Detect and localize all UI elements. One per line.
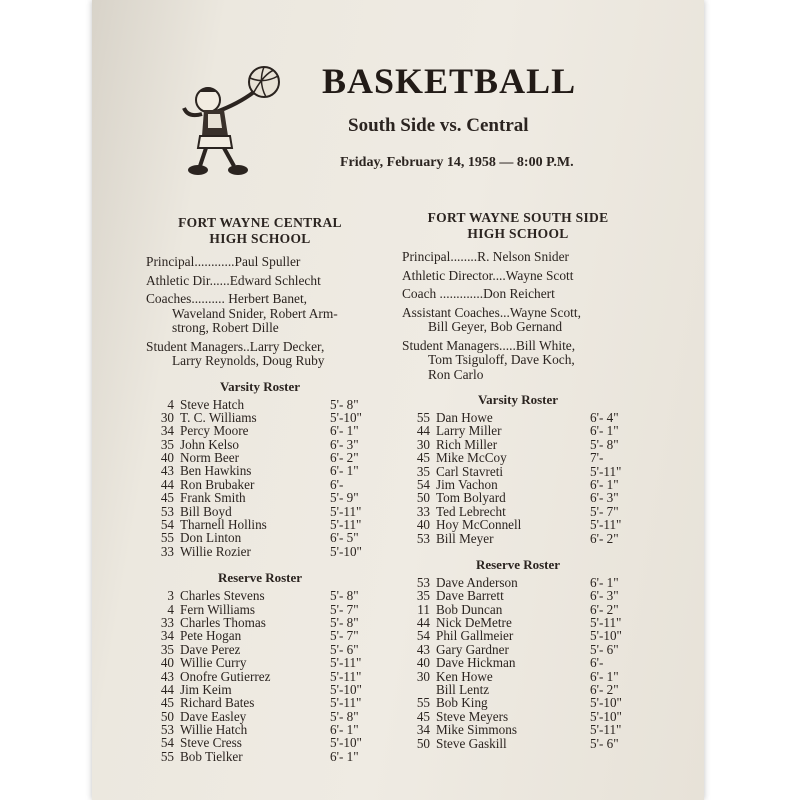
player-height: 5'-10" [330, 735, 362, 751]
roster-row [146, 478, 374, 491]
player-name: Larry Miller [436, 423, 502, 439]
player-name: Tharnell Hollins [180, 517, 267, 533]
player-name: Steve Hatch [180, 396, 245, 412]
roster-row [402, 518, 634, 531]
player-name: Onofre Gutierrez [180, 668, 271, 684]
southside-coach: Coach .............Don Reichert [402, 286, 555, 301]
player-number: 40 [160, 655, 174, 671]
player-height: 6'- 5" [330, 530, 359, 546]
southside-school-name: FORT WAYNE SOUTH SIDE HIGH SCHOOL [427, 210, 609, 241]
player-number: 34 [160, 423, 174, 439]
player-height: 6'- 2" [590, 682, 619, 698]
player-number: 44 [160, 681, 174, 697]
basketball-player-icon [178, 62, 288, 184]
player-number [402, 683, 436, 696]
southside-athletic-director: Athletic Director....Wayne Scott [402, 267, 574, 283]
central-varsity-roster [146, 398, 374, 559]
player-name: Ken Howe [436, 668, 493, 684]
roster-row [402, 438, 634, 451]
player-number: 55 [160, 748, 174, 764]
player-number: 45 [160, 490, 174, 506]
player-number: 55 [416, 695, 430, 711]
player-height: 5'- 6" [330, 641, 359, 657]
player-height: 5'-11" [590, 463, 622, 479]
roster-row [402, 491, 634, 504]
player-number: 44 [416, 423, 430, 439]
central-varsity-title: Varsity Roster [219, 378, 301, 394]
player-height: 6'- [590, 655, 604, 671]
roster-row [402, 451, 634, 464]
central-principal: Principal............Paul Spuller [146, 254, 301, 269]
player-name: T. C. Williams [180, 409, 257, 425]
player-height: 6'- 4" [590, 410, 619, 425]
player-name: Richard Bates [180, 695, 255, 711]
player-name: Pete Hogan [180, 628, 242, 644]
player-height: 6'- 2" [590, 601, 619, 617]
player-height: 5'- 7" [330, 628, 359, 644]
player-height: 5'-10" [590, 628, 622, 644]
roster-row [402, 683, 634, 696]
roster-row [146, 750, 374, 763]
roster-row [146, 518, 374, 531]
player-number: 34 [160, 628, 174, 644]
player-number: 45 [160, 695, 174, 711]
player-name: Dave Easley [180, 708, 247, 724]
roster-row [402, 723, 634, 736]
roster-row [402, 696, 634, 709]
player-height: 6'- 1" [590, 668, 619, 684]
player-height: 5'- 8" [330, 396, 359, 412]
roster-row [146, 683, 374, 696]
roster-row [146, 545, 374, 558]
player-name: Bill Lentz [436, 682, 490, 698]
player-height: 5'- 7" [330, 601, 359, 617]
player-number: 35 [416, 463, 430, 479]
player-name: Willie Rozier [180, 543, 251, 559]
roster-row [402, 465, 634, 478]
player-name: John Kelso [180, 436, 239, 452]
player-height: 6'- 2" [590, 530, 619, 546]
roster-row [146, 723, 374, 736]
player-name: Bill Meyer [436, 530, 494, 546]
player-height: 5'- 8" [330, 588, 359, 604]
player-number: 44 [160, 476, 174, 492]
roster-row [402, 710, 634, 723]
roster-row [146, 629, 374, 642]
player-name: Bob Tielker [180, 748, 243, 764]
roster-row [146, 603, 374, 616]
roster-row [146, 656, 374, 669]
player-number: 55 [416, 410, 430, 425]
player-height: 5'-11" [330, 655, 362, 671]
player-height: 5'- 6" [590, 735, 619, 751]
roster-row [146, 616, 374, 629]
player-number: 35 [160, 436, 174, 452]
player-number: 50 [416, 735, 430, 751]
player-name: Willie Hatch [180, 722, 248, 738]
player-name: Tom Bolyard [436, 490, 506, 506]
player-name: Dave Barrett [436, 588, 504, 604]
player-number: 43 [416, 641, 430, 657]
player-name: Carl Stavreti [436, 463, 504, 479]
central-coaches: Coaches.......... Herbert Banet, Waveland Snider, Robert Arm- strong, Robert Dille [146, 291, 338, 335]
player-name: Gary Gardner [436, 641, 509, 657]
player-number: 40 [160, 450, 174, 466]
southside-varsity-title: Varsity Roster [477, 392, 559, 407]
player-height: 5'- 9" [330, 490, 359, 506]
roster-row [402, 424, 634, 437]
player-height: 6'- 1" [330, 748, 359, 764]
player-height: 7'- [590, 450, 604, 466]
player-name: Steve Meyers [436, 708, 509, 724]
player-name: Jim Vachon [436, 476, 498, 492]
player-number: 45 [416, 450, 430, 466]
player-height: 5'-11" [330, 517, 362, 533]
roster-row [146, 643, 374, 656]
player-number: 30 [416, 668, 430, 684]
player-height: 6'- 1" [330, 463, 359, 479]
player-number: 45 [416, 708, 430, 724]
player-name: Bob King [436, 695, 488, 711]
player-name: Steve Cress [180, 735, 242, 751]
player-name: Ron Brubaker [180, 476, 255, 492]
roster-row [146, 424, 374, 437]
roster-row [146, 531, 374, 544]
player-name: Dave Hickman [436, 655, 516, 671]
player-name: Ted Lebrecht [436, 503, 506, 519]
roster-row [402, 670, 634, 683]
player-height: 5'-11" [590, 517, 622, 533]
player-number: 54 [160, 517, 174, 533]
player-name: Steve Gaskill [436, 735, 507, 751]
player-name: Phil Gallmeier [436, 628, 514, 644]
southside-principal: Principal........R. Nelson Snider [402, 249, 570, 264]
roster-row [402, 643, 634, 656]
player-number: 50 [160, 708, 174, 724]
player-name: Percy Moore [180, 423, 249, 439]
player-name: Mike Simmons [436, 722, 517, 738]
central-school-name: FORT WAYNE CENTRAL HIGH SCHOOL [178, 215, 342, 246]
player-name: Dave Perez [180, 641, 241, 657]
roster-row [402, 478, 634, 491]
player-number: 54 [160, 735, 174, 751]
player-height: 5'- 8" [330, 708, 359, 724]
roster-row [146, 710, 374, 723]
player-height: 5'-11" [330, 695, 362, 711]
player-name: Norm Beer [180, 450, 239, 466]
player-name: Rich Miller [436, 436, 498, 452]
player-number: 33 [416, 503, 430, 519]
southside-assistant-coaches: Assistant Coaches...Wayne Scott, Bill Geyer, Bob Gernand [402, 304, 581, 334]
player-number: 4 [167, 396, 174, 412]
southside-reserve-title: Reserve Roster [475, 556, 561, 572]
player-name: Dan Howe [436, 410, 493, 425]
roster-row [402, 616, 634, 629]
player-number: 40 [416, 517, 430, 533]
player-number: 53 [160, 503, 174, 519]
player-height: 6'- 1" [330, 722, 359, 738]
player-height: 6'- 1" [330, 423, 359, 439]
player-name: Hoy McConnell [436, 517, 522, 533]
roster-row [402, 532, 634, 545]
player-height: 6'- 3" [330, 436, 359, 452]
player-height: 5'-11" [590, 615, 622, 631]
southside-column [402, 210, 634, 750]
player-name: Charles Thomas [180, 614, 266, 630]
roster-row [402, 656, 634, 669]
page-title: BASKETBALL [322, 61, 577, 101]
roster-row [402, 603, 634, 616]
roster-row [402, 737, 634, 750]
player-number: 54 [416, 476, 430, 492]
player-name: Willie Curry [180, 655, 247, 671]
central-student-managers: Student Managers..Larry Decker, Larry Reynolds, Doug Ruby [146, 338, 325, 368]
player-height: 5'-10" [330, 681, 362, 697]
player-number: 3 [167, 588, 174, 604]
player-number: 33 [160, 614, 174, 630]
player-number: 43 [160, 463, 174, 479]
player-height: 6'- [330, 476, 344, 492]
player-name: Jim Keim [180, 681, 232, 697]
central-reserve-roster [146, 589, 374, 763]
roster-row [402, 505, 634, 518]
game-date: Friday, February 14, 1958 — 8:00 P.M. [340, 155, 574, 170]
roster-row [402, 629, 634, 642]
roster-row [146, 491, 374, 504]
roster-row [146, 398, 374, 411]
player-height: 5'-11" [330, 668, 362, 684]
roster-row [146, 736, 374, 749]
player-height: 5'-10" [590, 695, 622, 711]
player-number: 35 [416, 588, 430, 604]
roster-row [146, 464, 374, 477]
central-column [146, 215, 374, 763]
player-number: 4 [167, 601, 174, 617]
player-height: 5'- 6" [590, 641, 619, 657]
roster-row [146, 451, 374, 464]
player-height: 5'- 8" [590, 436, 619, 452]
player-name: Charles Stevens [180, 588, 265, 604]
player-number: 55 [160, 530, 174, 546]
player-height: 6'- 2" [330, 450, 359, 466]
player-number: 11 [417, 601, 430, 617]
player-name: Frank Smith [180, 490, 246, 506]
player-number: 44 [416, 615, 430, 631]
player-number: 43 [160, 668, 174, 684]
roster-row [146, 438, 374, 451]
roster-row [402, 576, 634, 589]
player-height: 6'- 1" [590, 423, 619, 439]
player-height: 5'-10" [330, 409, 362, 425]
player-name: Don Linton [180, 530, 242, 546]
southside-reserve-roster [402, 576, 634, 750]
player-name: Ben Hawkins [180, 463, 252, 479]
player-number: 53 [160, 722, 174, 738]
player-number: 30 [416, 436, 430, 452]
roster-row [146, 505, 374, 518]
player-height: 5'- 7" [590, 503, 619, 519]
player-height: 5'-11" [590, 722, 622, 738]
player-number: 53 [416, 530, 430, 546]
player-number: 33 [160, 543, 174, 559]
player-height: 6'- 1" [590, 574, 619, 590]
southside-student-managers: Student Managers.....Bill White, Tom Tsiguloff, Dave Koch, Ron Carlo [402, 337, 576, 382]
player-height: 5'-11" [330, 503, 362, 519]
player-height: 5'- 8" [330, 614, 359, 630]
roster-row [146, 670, 374, 683]
roster-row [402, 589, 634, 602]
central-athletic-director: Athletic Dir......Edward Schlecht [146, 272, 321, 288]
game-subtitle: South Side vs. Central [348, 115, 529, 136]
player-number: 34 [416, 722, 430, 738]
player-height: 5'-10" [590, 708, 622, 724]
player-number: 30 [160, 409, 174, 425]
player-name: Bill Boyd [180, 503, 232, 519]
player-number: 50 [416, 490, 430, 506]
player-name: Nick DeMetre [436, 615, 512, 631]
player-height: 5'-10" [330, 543, 362, 559]
player-number: 35 [160, 641, 174, 657]
roster-row [146, 696, 374, 709]
player-number: 54 [416, 628, 430, 644]
player-name: Dave Anderson [436, 574, 518, 590]
roster-row [402, 411, 634, 424]
roster-row [146, 411, 374, 424]
player-name: Fern Williams [180, 601, 256, 617]
roster-row [146, 589, 374, 602]
player-name: Mike McCoy [436, 450, 507, 466]
southside-varsity-roster [402, 411, 634, 545]
player-height: 6'- 3" [590, 588, 619, 604]
player-height: 6'- 1" [590, 476, 619, 492]
player-name: Bob Duncan [436, 601, 503, 617]
player-number: 40 [416, 655, 430, 671]
player-height: 6'- 3" [590, 490, 619, 506]
player-number: 53 [416, 574, 430, 590]
central-reserve-title: Reserve Roster [217, 570, 303, 586]
